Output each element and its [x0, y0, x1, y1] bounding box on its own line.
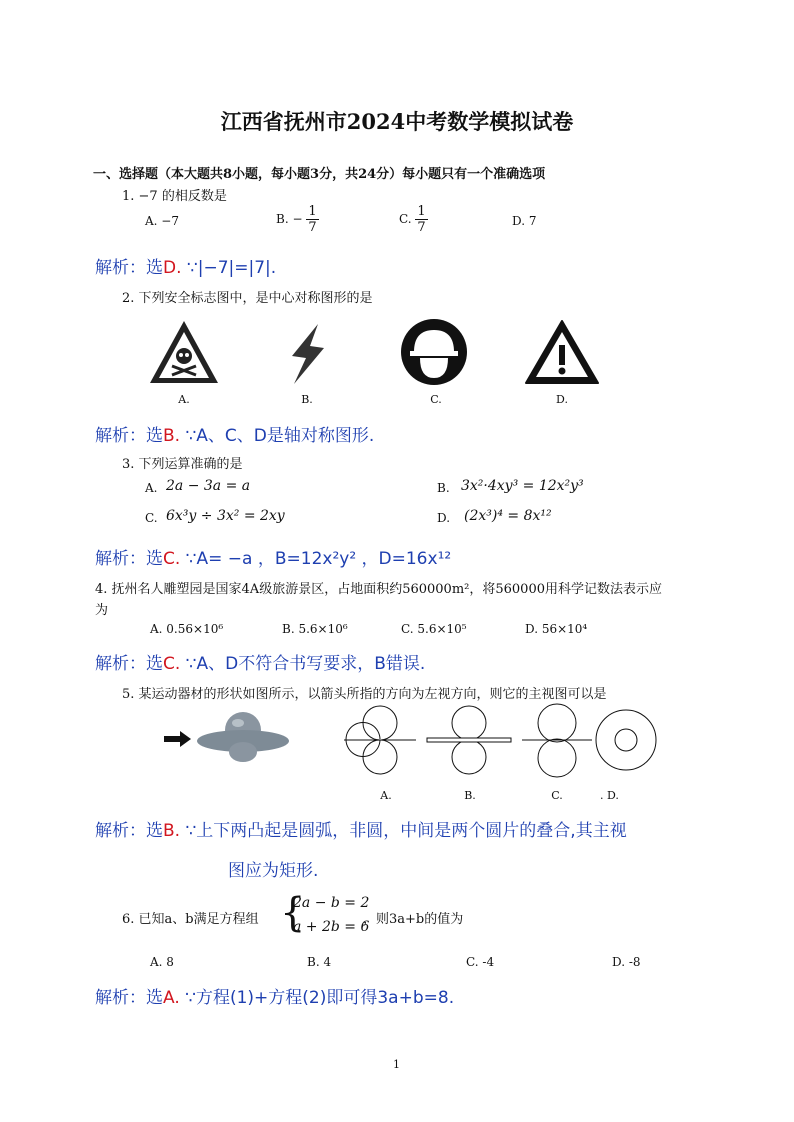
view-option-b: [427, 706, 511, 774]
q6-option-d: D. -8: [612, 955, 641, 969]
q3-expr-b: 3x²·4xy³ = 12x²y³: [461, 478, 584, 494]
page-title: 江西省抚州市2024中考数学模拟试卷: [220, 109, 574, 134]
q6-equation-2: a + 2b = 6: [293, 919, 370, 935]
q4-answer: 解析：选C. ∵A、D不符合书写要求，B错误.: [95, 654, 426, 674]
q5-label-d: . D.: [600, 789, 619, 802]
q2-label-c: C.: [430, 393, 442, 406]
q4-option-c: C. 5.6×10⁵: [401, 622, 467, 636]
lightning-bolt-icon: [286, 322, 330, 386]
q1-stem: 1. −7 的相反数是: [122, 189, 227, 204]
q6-stem-pre: 6. 已知a、b满足方程组: [122, 912, 259, 927]
q3-label-b: B.: [437, 481, 450, 495]
q6-option-b: B. 4: [307, 955, 332, 969]
q4-option-a: A. 0.56×10⁶: [150, 622, 224, 636]
q2-stem: 2. 下列安全标志图中，是中心对称图形的是: [122, 291, 373, 306]
q2-label-b: B.: [301, 393, 313, 406]
q2-label-d: D.: [556, 393, 568, 406]
q3-stem: 3. 下列运算准确的是: [122, 457, 243, 472]
q1-option-d: D. 7: [512, 214, 537, 228]
q4-stem-line1: 4. 抚州名人雕塑园是国家4A级旅游景区，占地面积约560000m²，将560000用科学记数法表示应: [95, 582, 662, 597]
exclamation-warning-icon: [524, 318, 600, 386]
q3-expr-d: (2x³)⁴ = 8x¹²: [464, 508, 552, 524]
q6-answer: 解析：选A. ∵方程(1)+方程(2)即可得3a+b=8.: [95, 988, 455, 1008]
q1-option-b: B. − $\frac{1}{7}$: [276, 204, 317, 235]
section-heading: 一、选择题（本大题共8小题，每小题3分，共24分）每小题只有一个准确选项: [93, 167, 546, 182]
q1-answer: 解析：选D. ∵|−7|=|7|.: [95, 258, 277, 278]
q3-label-c: C.: [145, 511, 158, 525]
q4-stem-line2: 为: [95, 603, 109, 618]
q4-option-d: D. 56×10⁴: [525, 622, 588, 636]
system-brace: {: [280, 890, 306, 936]
q3-label-d: D.: [437, 511, 451, 525]
view-option-d: [596, 710, 656, 770]
q3-label-a: A.: [145, 481, 158, 495]
q6-option-c: C. -4: [466, 955, 495, 969]
q5-answer: 解析：选B. ∵上下两凸起是圆弧，非圆，中间是两个圆片的叠合,其主视: [95, 821, 627, 841]
view-option-c: [522, 704, 592, 777]
page-number: 1: [393, 1058, 400, 1071]
safety-helmet-icon: [400, 318, 468, 386]
q6-option-a: A. 8: [150, 955, 174, 969]
q2-label-a: A.: [178, 393, 190, 406]
toxic-warning-icon: [148, 318, 220, 386]
q6-stem-post: ，则3a+b的值为: [363, 912, 464, 927]
exercise-equipment-figure: [160, 705, 295, 770]
q2-answer: 解析：选B. ∵A、C、D是轴对称图形.: [95, 426, 375, 446]
q3-expr-a: 2a − 3a = a: [166, 478, 251, 494]
q3-answer: 解析：选C. ∵A= −a ，B=12x²y² ，D=16x¹²: [95, 549, 452, 569]
q5-view-options: [342, 703, 672, 783]
q4-option-b: B. 5.6×10⁶: [282, 622, 348, 636]
view-option-a: [344, 706, 416, 774]
q3-expr-c: 6x³y ÷ 3x² = 2xy: [166, 508, 285, 524]
q5-stem: 5. 某运动器材的形状如图所示，以箭头所指的方向为左视方向，则它的主视图可以是: [122, 687, 607, 702]
q6-equation-1: 2a − b = 2: [293, 895, 370, 911]
q1-option-a: A. −7: [145, 214, 179, 228]
q5-answer-line2: 图应为矩形.: [228, 861, 319, 881]
q5-label-a: A.: [380, 789, 392, 802]
q5-label-b: B.: [464, 789, 476, 802]
q5-label-c: C.: [551, 789, 563, 802]
q1-option-c: C. $\frac{1}{7}$: [399, 204, 426, 235]
